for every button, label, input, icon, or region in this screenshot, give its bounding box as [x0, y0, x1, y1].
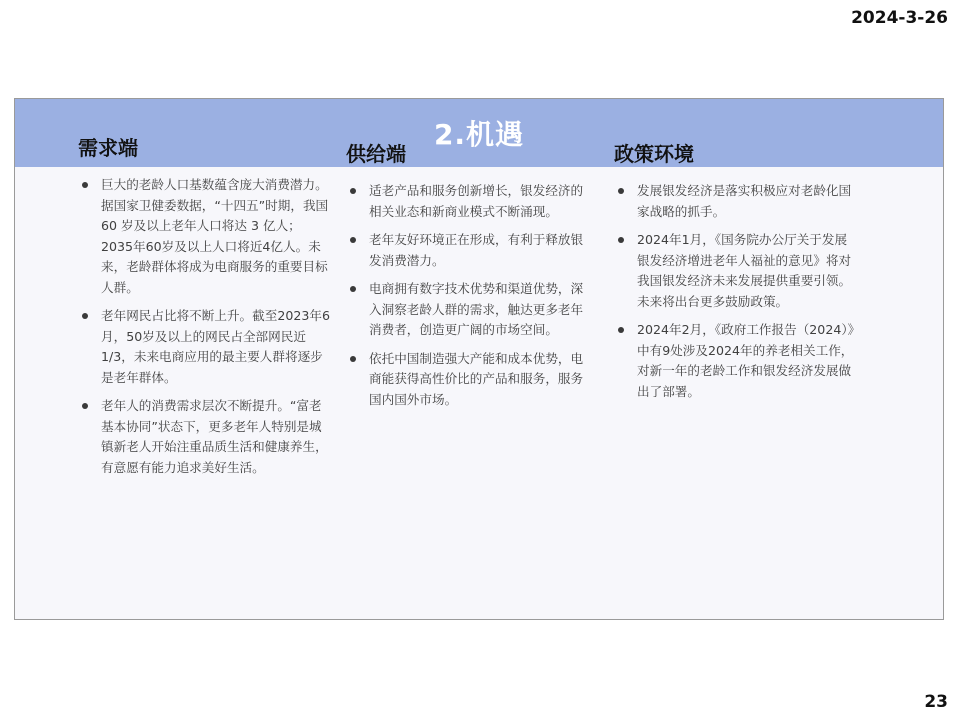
column-heading: 需求端 — [78, 136, 138, 160]
bullet-item: 电商拥有数字技术优势和渠道优势，深入洞察老龄人群的需求，触达更多老年消费者，创造更广阔的市场空间。 — [346, 279, 591, 341]
column-heading: 政策环境 — [614, 142, 694, 166]
bullet-item: 巨大的老龄人口基数蕴含庞大消费潜力。据国家卫健委数据，“十四五”时期，我国 60 岁及以上老年人口将达 3 亿人；2035年60岁及以上人口将近4亿人。未来，老龄群体将成为电商服务的重要目标人群。 — [78, 175, 330, 298]
column-policy-environment — [614, 138, 854, 410]
bullet-list — [78, 175, 330, 478]
bullet-item: 老年人的消费需求层次不断提升。“富老基本协同”状态下，更多老年人特别是城镇新老人开始注重品质生活和健康养生，有意愿有能力追求美好生活。 — [78, 396, 330, 478]
page-number: 23 — [924, 692, 948, 712]
column-demand-side — [78, 132, 330, 486]
bullet-item: 2024年2月，《政府工作报告（2024）》中有9处涉及2024年的养老相关工作，对新一年的老龄工作和银发经济发展做出了部署。 — [614, 320, 854, 402]
bullet-list — [614, 181, 854, 402]
bullet-item: 适老产品和服务创新增长，银发经济的相关业态和新商业模式不断涌现。 — [346, 181, 591, 222]
bullet-item: 依托中国制造强大产能和成本优势，电商能获得高性价比的产品和服务，服务国内国外市场。 — [346, 349, 591, 411]
column-heading: 供给端 — [346, 142, 406, 166]
column-supply-side — [346, 138, 591, 418]
bullet-item: 老年友好环境正在形成，有利于释放银发消费潜力。 — [346, 230, 591, 271]
slide-date: 2024-3-26 — [851, 8, 948, 28]
bullet-list — [346, 181, 591, 410]
bullet-item: 发展银发经济是落实积极应对老龄化国家战略的抓手。 — [614, 181, 854, 222]
bullet-item: 老年网民占比将不断上升。截至2023年6月，50岁及以上的网民占全部网民近1/3，未来电商应用的最主要人群将逐步是老年群体。 — [78, 306, 330, 388]
bullet-item: 2024年1月，《国务院办公厅关于发展银发经济增进老年人福祉的意见》将对我国银发经济未来发展提供重要引领。未来将出台更多鼓励政策。 — [614, 230, 854, 312]
panel-title: 2.机遇 — [433, 118, 525, 151]
